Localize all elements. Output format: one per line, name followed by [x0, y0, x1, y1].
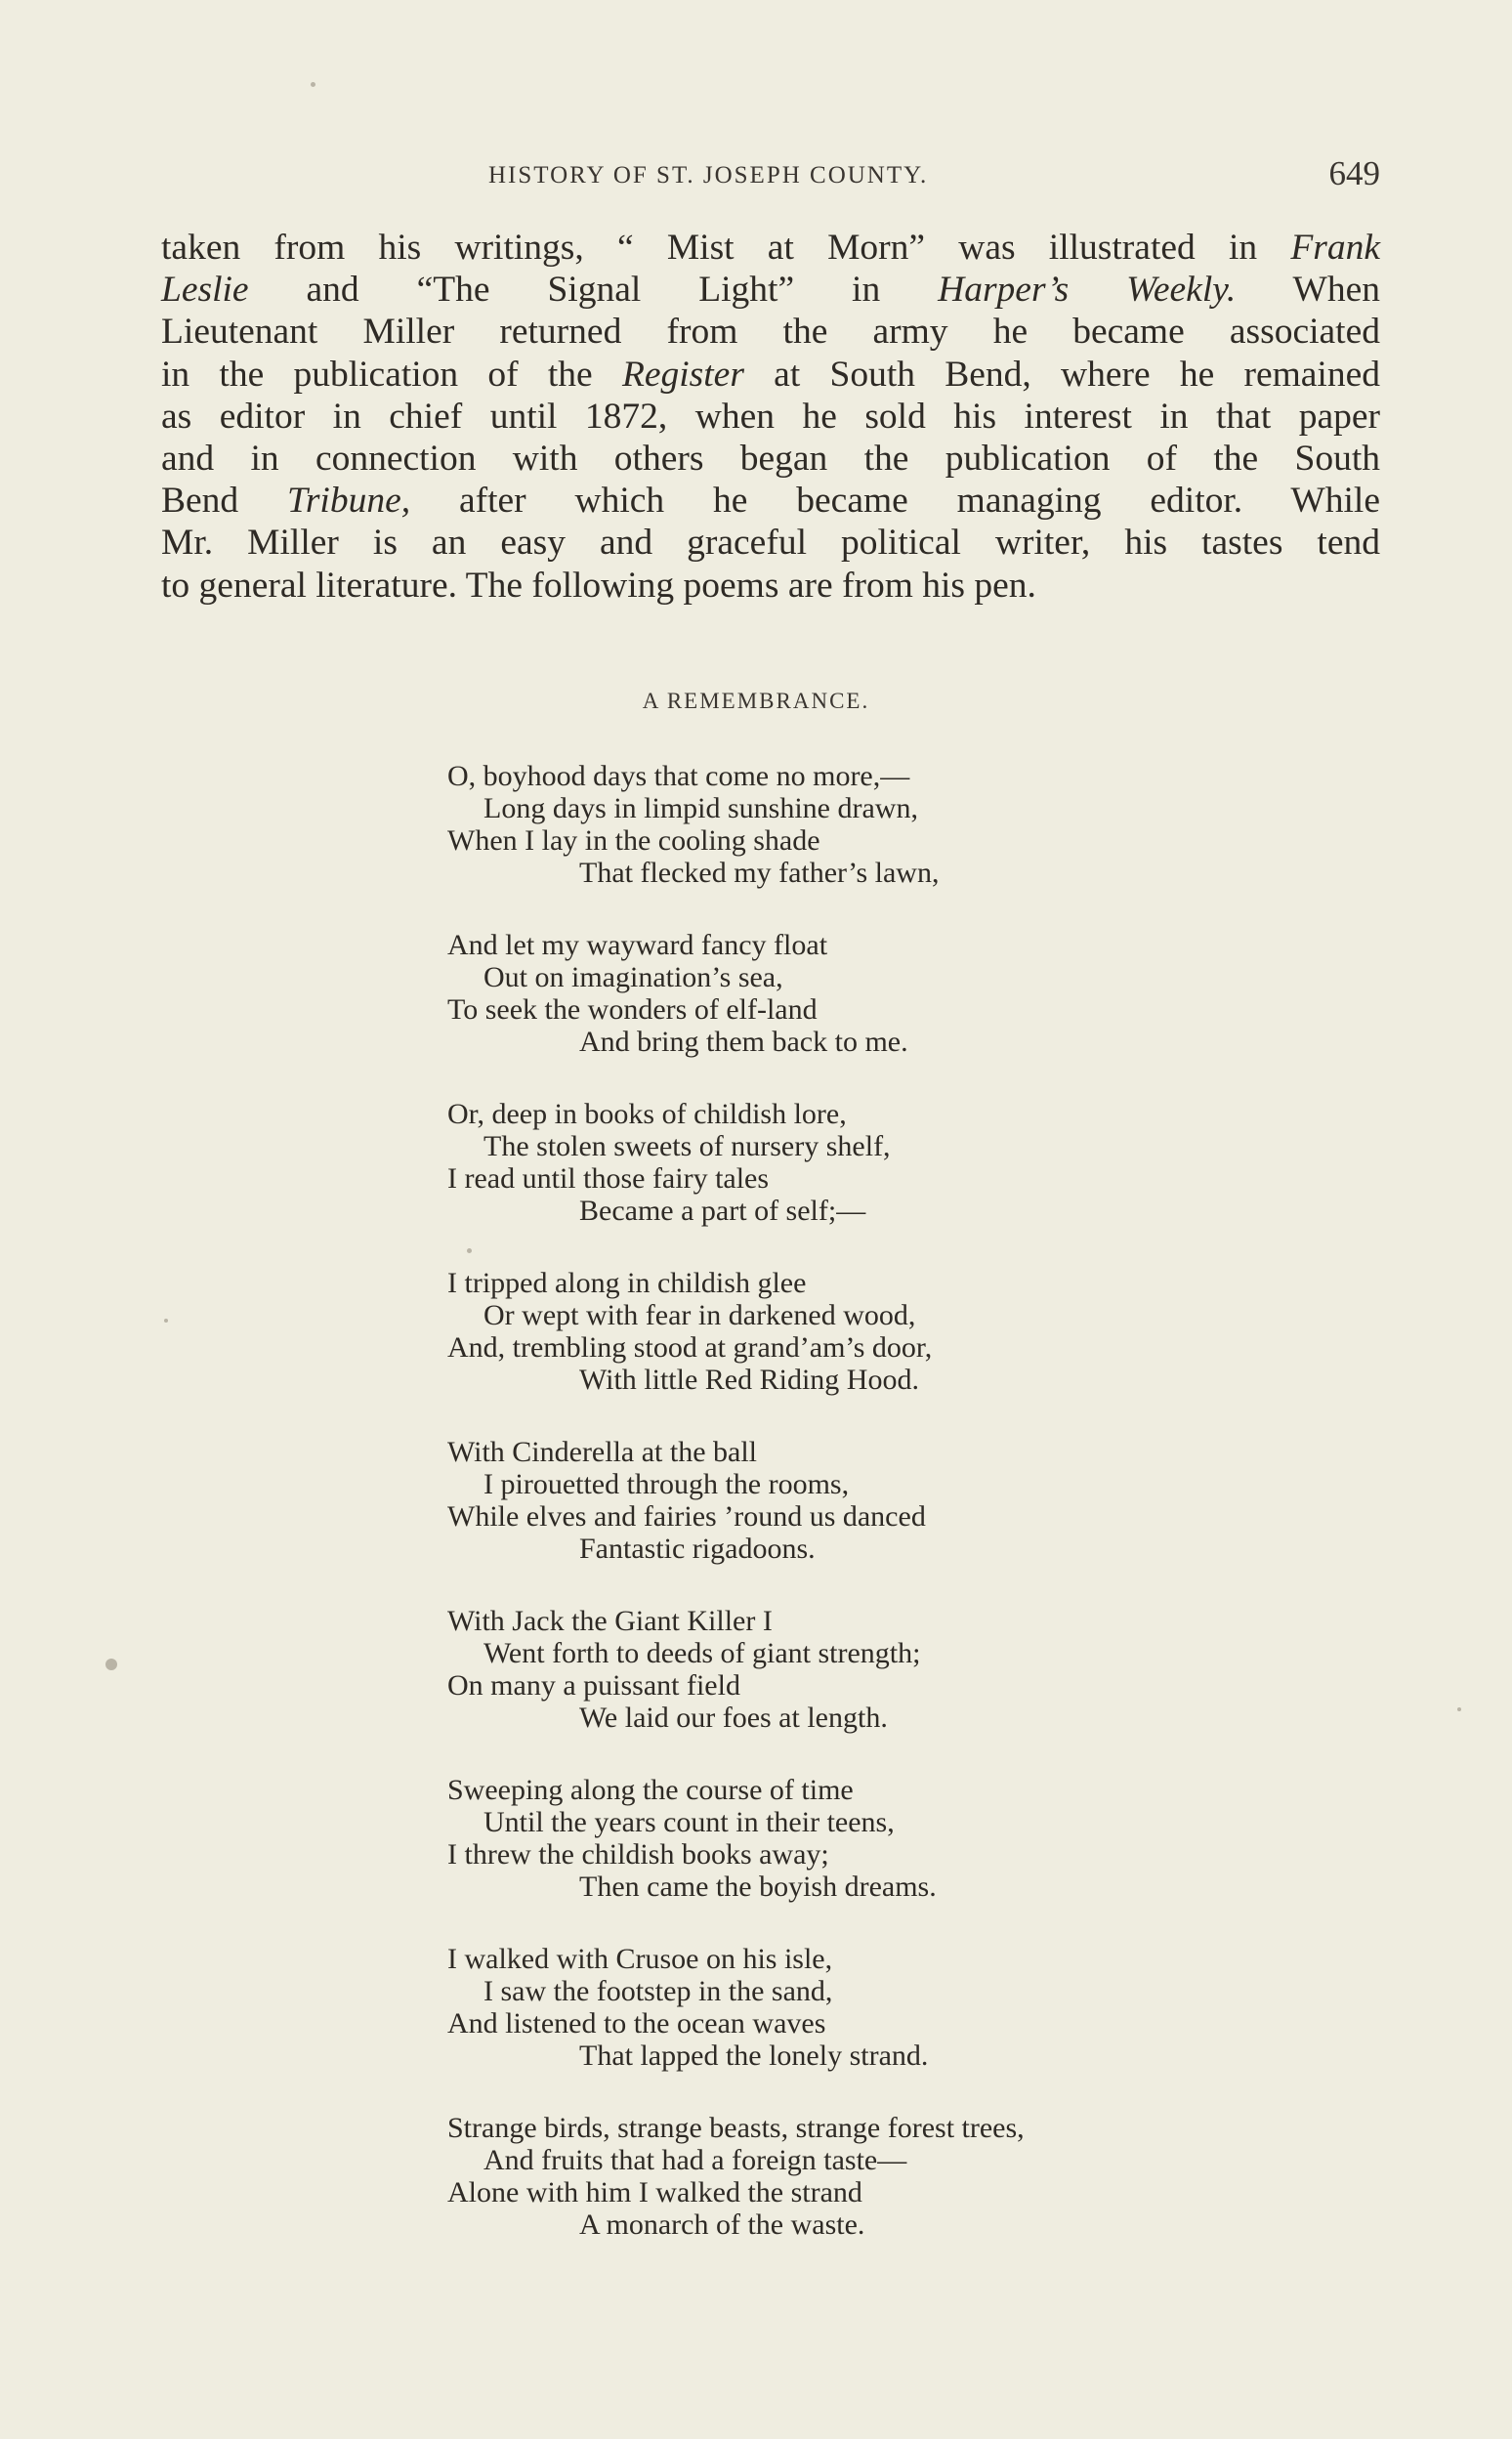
poem-line: I pirouetted through the rooms, — [483, 1468, 850, 1500]
prose-text: after which he became managing editor. While — [410, 481, 1380, 522]
poem-line: Fantastic rigadoons. — [579, 1533, 816, 1565]
prose-line — [161, 480, 1380, 522]
poem-line: When I lay in the cooling shade — [447, 824, 820, 857]
prose-text: at South Bend, where he remained — [743, 354, 1380, 395]
poem-line: O, boyhood days that come no more,— — [447, 760, 910, 792]
stanza — [447, 1436, 1248, 1565]
poem-line: I threw the childish books away; — [447, 1838, 829, 1871]
poem-line: And listened to the ocean waves — [447, 2007, 826, 2040]
poem-line: That flecked my father’s lawn, — [579, 857, 940, 889]
paper-speck — [467, 1248, 472, 1253]
poem-line: On many a puissant field — [447, 1669, 740, 1702]
poem-line: The stolen sweets of nursery shelf, — [483, 1130, 891, 1162]
poem-line: With Jack the Giant Killer I — [447, 1605, 773, 1637]
poem-line: Alone with him I walked the strand — [447, 2176, 862, 2208]
poem-line: And let my wayward fancy float — [447, 929, 828, 961]
running-title: HISTORY OF ST. JOSEPH COUNTY. — [488, 162, 929, 189]
prose-line: as editor in chief until 1872, when he sold his interest in that paper — [161, 396, 1380, 437]
poem-line: Or wept with fear in darkened wood, — [483, 1299, 916, 1331]
prose-italic: Register — [621, 354, 744, 395]
poem — [447, 760, 1248, 2281]
poem-line: We laid our foes at length. — [579, 1702, 888, 1734]
prose-line — [161, 227, 1380, 269]
prose-italic: Harper’s Weekly. — [938, 270, 1237, 311]
paper-speck — [1457, 1707, 1461, 1711]
poem-title: A REMEMBRANCE. — [642, 689, 870, 713]
poem-line: To seek the wonders of elf-land — [447, 993, 818, 1026]
prose-paragraph — [161, 227, 1380, 607]
stanza — [447, 929, 1248, 1058]
poem-line: Then came the boyish dreams. — [579, 1871, 937, 1903]
stanza — [447, 760, 1248, 889]
poem-line: Or, deep in books of childish lore, — [447, 1098, 847, 1130]
poem-line: And fruits that had a foreign taste— — [483, 2144, 907, 2176]
prose-line: Lieutenant Miller returned from the army he became associated — [161, 312, 1380, 353]
poem-line: Became a part of self;— — [579, 1195, 866, 1227]
poem-line: Long days in limpid sunshine drawn, — [483, 792, 918, 824]
stanza — [447, 1774, 1248, 1903]
paper-speck — [105, 1659, 117, 1670]
poem-line: I saw the footstep in the sand, — [483, 1975, 833, 2007]
poem-line: Went forth to deeds of giant strength; — [483, 1637, 921, 1669]
prose-italic: Leslie — [161, 270, 249, 311]
poem-line: I read until those fairy tales — [447, 1162, 770, 1195]
poem-line: Out on imagination’s sea, — [483, 961, 783, 993]
prose-text: in the publication of the — [161, 354, 622, 395]
paper-speck — [164, 1319, 168, 1323]
poem-line: And bring them back to me. — [579, 1026, 908, 1058]
poem-line: I tripped along in childish glee — [447, 1267, 807, 1299]
running-head — [161, 154, 1380, 193]
poem-line: A monarch of the waste. — [579, 2208, 865, 2241]
poem-line: Strange birds, strange beasts, strange forest trees, — [447, 2112, 1025, 2144]
poem-line: Sweeping along the course of time — [447, 1774, 854, 1806]
prose-text: taken from his writings, “ Mist at Morn” was illustrated in — [161, 228, 1291, 268]
prose-line — [161, 269, 1380, 311]
poem-line: That lapped the lonely strand. — [579, 2040, 929, 2072]
poem-line: And, trembling stood at grand’am’s door, — [447, 1331, 933, 1364]
stanza — [447, 2112, 1248, 2241]
prose-text: and “The Signal Light” in — [248, 270, 939, 311]
poem-line: With Cinderella at the ball — [447, 1436, 758, 1468]
prose-text: Bend — [161, 481, 288, 522]
prose-line — [161, 354, 1380, 396]
prose-line: to general literature. The following poems are from his pen. — [161, 565, 1036, 606]
page-number: 649 — [1328, 154, 1380, 192]
prose-text: When — [1236, 270, 1380, 311]
stanza — [447, 1943, 1248, 2072]
stanza — [447, 1098, 1248, 1227]
stanza — [447, 1267, 1248, 1396]
poem-line: While elves and fairies ’round us danced — [447, 1500, 926, 1533]
poem-line: I walked with Crusoe on his isle, — [447, 1943, 833, 1975]
paper-speck — [311, 82, 315, 87]
prose-line: and in connection with others began the publication of the South — [161, 439, 1380, 480]
prose-line: Mr. Miller is an easy and graceful political writer, his tastes tend — [161, 523, 1380, 564]
prose-italic: Frank — [1290, 228, 1380, 268]
poem-line: With little Red Riding Hood. — [579, 1364, 919, 1396]
poem-line: Until the years count in their teens, — [483, 1806, 895, 1838]
stanza — [447, 1605, 1248, 1734]
prose-italic: Tribune, — [287, 481, 411, 522]
